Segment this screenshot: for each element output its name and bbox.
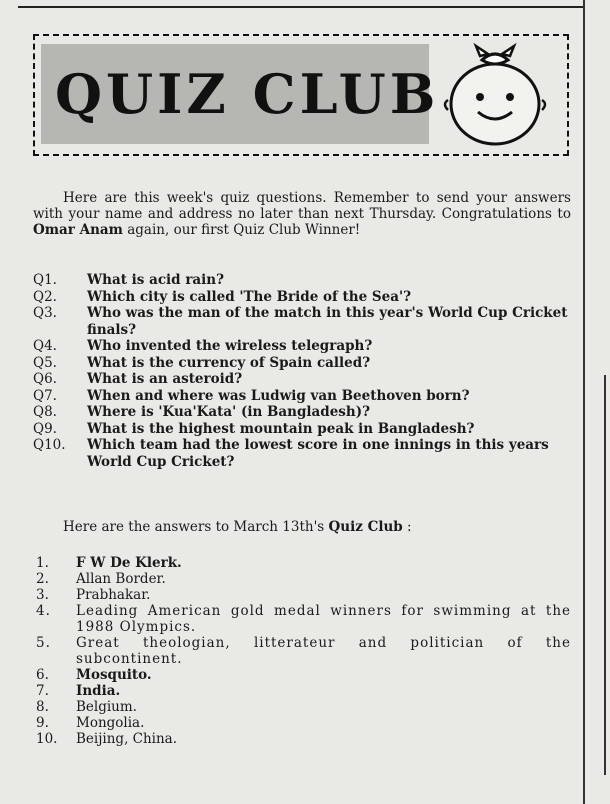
question-item <box>33 305 578 338</box>
answer-text: Great theologian, litterateur and politician of the subcontinent. <box>76 635 571 667</box>
answer-item <box>36 571 571 587</box>
column-rule <box>583 0 585 804</box>
answers-heading-colon: : <box>402 519 412 535</box>
answer-number: 9. <box>36 715 49 731</box>
answer-item <box>36 635 571 667</box>
question-item <box>33 371 578 388</box>
intro-paragraph <box>33 190 571 238</box>
question-number: Q3. <box>33 305 57 321</box>
answer-item <box>36 667 571 683</box>
intro-text-end: again, our first Quiz Club Winner! <box>122 221 361 238</box>
question-item <box>33 355 578 372</box>
question-text: What is the currency of Spain called? <box>87 354 371 371</box>
question-number: Q8. <box>33 404 57 420</box>
answer-item <box>36 555 571 571</box>
question-number: Q6. <box>33 371 57 387</box>
answer-text: Leading American gold medal winners for swimming at the 1988 Olympics. <box>76 603 571 635</box>
answer-number: 4. <box>36 603 51 619</box>
question-text: Which team had the lowest score in one innings in this years World Cup Cricket? <box>87 437 549 470</box>
quiz-club-banner <box>33 34 569 156</box>
answer-text: Belgium. <box>76 699 137 715</box>
question-number: Q1. <box>33 272 57 288</box>
question-item <box>33 421 578 438</box>
question-number: Q4. <box>33 338 57 354</box>
question-text: Where is 'Kua'Kata' (in Bangladesh)? <box>87 404 371 420</box>
answer-text: India. <box>76 683 121 699</box>
answer-item <box>36 699 571 715</box>
answer-number: 7. <box>36 683 49 699</box>
question-text: What is acid rain? <box>87 272 225 288</box>
question-number: Q9. <box>33 420 57 437</box>
question-text: Who was the man of the match in this year's World Cup Cricket finals? <box>87 305 568 338</box>
question-item <box>33 272 578 289</box>
question-item <box>33 404 578 421</box>
answer-item <box>36 731 571 747</box>
question-number: Q10. <box>33 437 66 453</box>
answer-number: 10. <box>36 731 58 747</box>
answer-item <box>36 715 571 731</box>
answer-number: 2. <box>36 571 49 587</box>
top-rule <box>18 6 583 8</box>
answer-item <box>36 587 571 603</box>
banner-title: QUIZ CLUB <box>55 62 440 126</box>
question-item <box>33 338 578 355</box>
answer-number: 5. <box>36 635 51 651</box>
answers-heading-quiz: Quiz Club <box>328 519 403 535</box>
smiling-face-icon <box>440 42 550 150</box>
answer-text: F W De Klerk. <box>76 555 182 571</box>
intro-text: Here are this week's quiz questions. Remember to send your answers with your name and address no later than next Thursday. Congratulations to <box>33 189 571 222</box>
answer-text: Mongolia. <box>76 715 145 731</box>
banner-title-panel <box>41 44 440 144</box>
answer-number: 6. <box>36 667 49 683</box>
answer-item <box>36 683 571 699</box>
question-text: What is an asteroid? <box>87 371 243 387</box>
answer-number: 8. <box>36 699 49 715</box>
question-item <box>33 437 578 470</box>
question-text: When and where was Ludwig van Beethoven born? <box>87 387 470 404</box>
question-item <box>33 388 578 405</box>
answers-heading <box>63 519 412 535</box>
question-text: Who invented the wireless telegraph? <box>87 338 373 354</box>
answer-text: Allan Border. <box>76 571 166 587</box>
answer-text: Prabhakar. <box>76 587 151 603</box>
answer-text: Mosquito. <box>76 667 152 683</box>
question-text: Which city is called 'The Bride of the Sea'? <box>87 288 411 305</box>
question-list <box>33 272 578 470</box>
question-number: Q7. <box>33 387 57 404</box>
winner-name: Omar Anam <box>33 221 123 238</box>
answer-list <box>36 555 571 747</box>
answer-number: 1. <box>36 555 49 571</box>
right-column-rule <box>604 375 606 775</box>
answer-item <box>36 603 571 635</box>
question-text: What is the highest mountain peak in Bangladesh? <box>87 420 475 437</box>
question-number: Q2. <box>33 288 57 305</box>
answers-heading-text: Here are the answers to March 13th's <box>63 519 329 535</box>
answer-text: Beijing, China. <box>76 731 178 747</box>
question-item <box>33 289 578 306</box>
question-number: Q5. <box>33 354 57 371</box>
answer-number: 3. <box>36 587 49 603</box>
